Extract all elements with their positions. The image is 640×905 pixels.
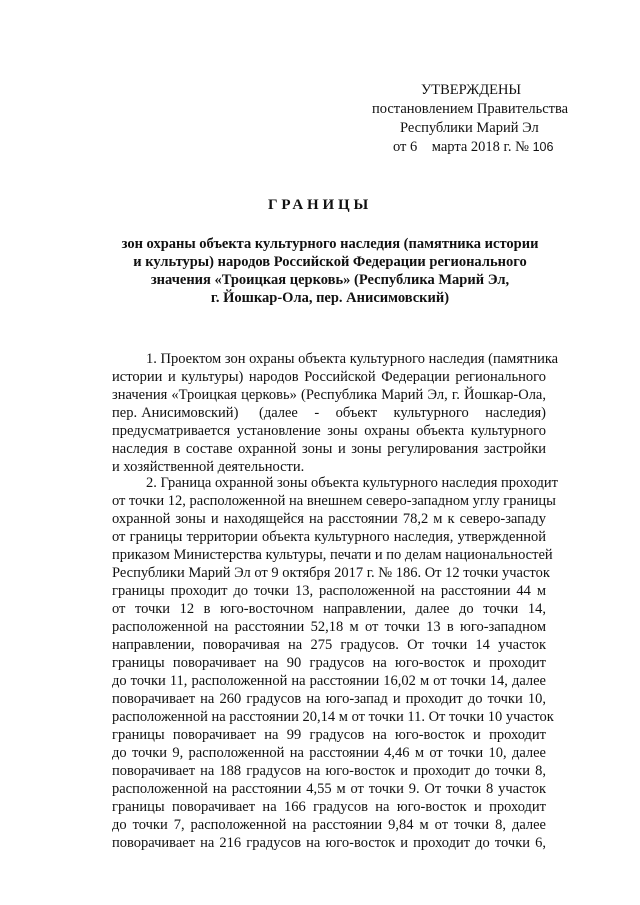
paragraph-1	[112, 350, 559, 476]
approval-title: УТВЕРЖДЕНЫ	[421, 82, 522, 98]
approval-resolution-line: постановлением Правительства	[372, 101, 569, 117]
paragraph-line: от точки 12 в юго-восточном направлении, далее до точки 14,	[112, 601, 546, 617]
paragraph-line: границы поворачивает на 166 градусов на юго-восток и проходит	[112, 799, 546, 815]
paragraph-line: поворачивает на 216 градусов на юго-восток и проходит до точки 6,	[112, 835, 546, 851]
document-subtitle	[110, 235, 550, 307]
paragraph-line: от точки 12, расположенной на внешнем северо-западном углу границы	[112, 493, 556, 509]
paragraph-line: расположенной на расстоянии 52,18 м от точки 13 в юго-западном	[112, 619, 546, 635]
paragraph-line: и хозяйственной деятельности.	[112, 459, 305, 475]
approval-number: 106	[532, 140, 554, 154]
paragraph-line: 2. Граница охранной зоны объекта культурного наследия проходит	[146, 475, 558, 491]
paragraph-line: границы поворачивает на 90 градусов на юго-восток и проходит	[112, 655, 546, 671]
paragraph-line: приказом Министерства культуры, печати и по делам национальностей	[112, 547, 553, 563]
subtitle-line: г. Йошкар-Ола, пер. Анисимовский)	[210, 290, 450, 306]
approval-date: от 6 марта 2018 г. №	[393, 139, 533, 155]
paragraph-line: границы поворачивает на 99 градусов на юго-восток и проходит	[112, 727, 546, 743]
paragraph-line: Республики Марий Эл от 9 октября 2017 г. № 186. От 12 точки участок	[112, 565, 550, 581]
paragraph-line: поворачивает на 188 градусов на юго-восток и проходит до точки 8,	[112, 763, 546, 779]
paragraph-line: границы проходит до точки 13, расположенной на расстоянии 44 м	[112, 583, 546, 599]
paragraph-line: до точки 11, расположенной на расстоянии 16,02 м от точки 14, далее	[112, 673, 546, 689]
paragraph-line: расположенной на расстоянии 4,55 м от точки 9. От точки 8 участок	[112, 781, 546, 797]
paragraph-line: пер. Анисимовский) (далее - объект культурного наследия)	[112, 405, 546, 421]
paragraph-line: поворачивает на 260 градусов на юго-запад и проходит до точки 10,	[112, 691, 546, 707]
paragraph-line: охранной зоны и находящейся на расстоянии 78,2 м к северо-западу	[112, 511, 546, 527]
paragraph-line: значения «Троицкая церковь» (Республика Марий Эл, г. Йошкар-Ола,	[112, 387, 546, 403]
subtitle-line: значения «Троицкая церковь» (Республика Марий Эл,	[150, 272, 510, 288]
paragraph-line: 1. Проектом зон охраны объекта культурного наследия (памятника	[146, 351, 559, 367]
paragraph-line: истории и культуры) народов Российской Федерации регионального	[112, 369, 546, 385]
subtitle-line: зон охраны объекта культурного наследия (памятника истории	[121, 236, 539, 252]
approval-republic-line: Республики Марий Эл	[400, 120, 539, 136]
paragraph-line: наследия в составе охранной зоны и зоны регулирования застройки	[112, 441, 546, 457]
paragraph-line: от границы территории объекта культурного наследия, утвержденной	[112, 529, 546, 545]
document-title: ГРАНИЦЫ	[268, 197, 372, 213]
approval-date-line	[372, 138, 582, 157]
paragraph-2	[112, 474, 558, 852]
paragraph-line: до точки 7, расположенной на расстоянии 9,84 м от точки 8, далее	[112, 817, 546, 833]
paragraph-line: предусматривается установление зоны охраны объекта культурного	[112, 423, 546, 439]
paragraph-line: расположенной на расстоянии 20,14 м от точки 11. От точки 10 участок	[112, 709, 554, 725]
paragraph-line: направлении, поворачивая на 275 градусов. От точки 14 участок	[112, 637, 546, 653]
paragraph-line: до точки 9, расположенной на расстоянии 4,46 м от точки 10, далее	[112, 745, 546, 761]
subtitle-line: и культуры) народов Российской Федерации регионального	[133, 254, 527, 270]
approval-stamp	[372, 81, 582, 157]
